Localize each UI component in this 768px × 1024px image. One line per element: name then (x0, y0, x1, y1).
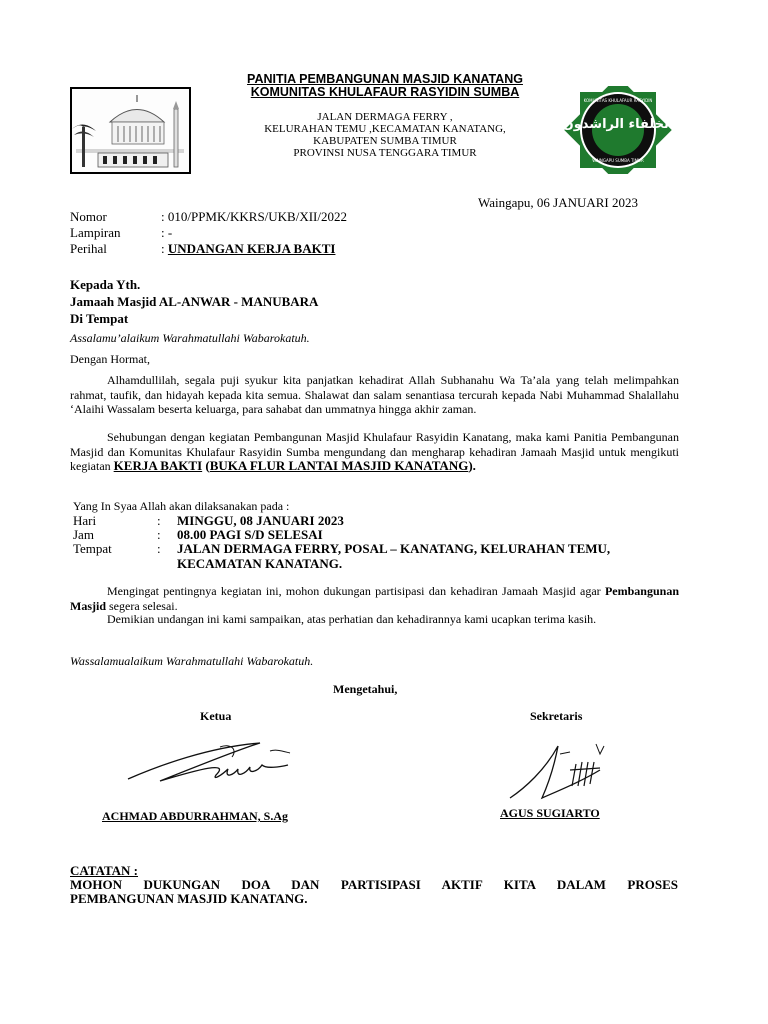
address-line3: KABUPATEN SUMBA TIMUR (313, 135, 457, 147)
close-paren: ). (468, 458, 476, 473)
tempat-value-line1: JALAN DERMAGA FERRY, POSAL – KANATANG, KELURAHAN TEMU, (177, 541, 611, 556)
organization-name-line1: PANITIA PEMBANGUNAN MASJID KANATANG (247, 72, 523, 86)
opening-greeting: Assalamu’alaikum Warahmatullahi Wabarokatuh. (70, 331, 310, 345)
perihal-colon: : (161, 241, 165, 256)
recipient-line3: Di Tempat (70, 311, 129, 326)
jam-colon: : (157, 527, 161, 542)
recipient-line2: Jamaah Masjid AL-ANWAR - MANUBARA (70, 294, 319, 309)
address-line4: PROVINSI NUSA TENGGARA TIMUR (293, 147, 477, 159)
schedule-tempat-row (73, 542, 693, 572)
mengetahui-label: Mengetahui, (333, 682, 398, 696)
closing-greeting: Wassalamualaikum Warahmatullahi Wabarokatuh. (70, 654, 314, 668)
hari-label: Hari (73, 513, 97, 528)
perihal-value: UNDANGAN KERJA BAKTI (167, 241, 336, 256)
paragraph-invitation (70, 430, 679, 474)
letter-date: Waingapu, 06 JANUARI 2023 (478, 195, 638, 210)
mosque-illustration-icon (72, 89, 189, 172)
khulafaur-rasyidin-logo (549, 86, 687, 174)
kerja-bakti-text: KERJA BAKTI (113, 458, 203, 473)
ketua-title: Ketua (200, 709, 232, 723)
schedule-jam-row (73, 528, 693, 542)
salutation: Dengan Hormat, (70, 352, 150, 366)
sekretaris-name: AGUS SUGIARTO (500, 806, 600, 820)
jam-label: Jam (73, 527, 94, 542)
logo-top-text: KOMUNITAS KHULAFAUR RASYIDIN (583, 98, 653, 103)
octagram-emblem-icon (549, 86, 687, 174)
nomor-label: Nomor (70, 209, 107, 224)
hari-value: MINGGU, 08 JANUARI 2023 (177, 513, 344, 528)
paragraph-gratitude: Alhamdullilah, segala puji syukur kita panjatkan kehadirat Allah Subhanahu Wa Ta’ala yang telah melimpahkan rahmat, taufik, dan hidayah kepada kita semua. Shalawat dan salam senantiasa tercurah kepada Nabi Muhammad Shalallahu ‘Alaihi Wassalam beserta keluarga, para sahabat dan ummatnya hingga akhir zaman. (70, 373, 679, 416)
address-line2: KELURAHAN TEMU ,KECAMATAN KANATANG, (264, 123, 506, 135)
logo-arabic-text: الخلفاء الراشدون (562, 117, 674, 132)
mosque-logo (70, 87, 191, 174)
invitation-text: Sehubungan dengan kegiatan Pembangunan Masjid Khulafaur Rasyidin Kanatang, maka kami Panitia Pembangunan Masjid dan Komunitas Khulafaur Rasyidin Sumba mengundang dan mengharap kehadiran Jamaah Masjid untuk mengikuti kegiatan (70, 430, 679, 473)
ketua-signature-icon (120, 735, 310, 810)
perihal-label: Perihal (70, 241, 107, 256)
perihal-row (70, 241, 335, 256)
support-text-post: segera selesai. (109, 598, 178, 613)
schedule-hari-row (73, 514, 693, 528)
sekretaris-title: Sekretaris (530, 709, 583, 723)
support-text-pre: Mengingat pentingnya kegiatan ini, mohon dukungan partisipasi dan kehadiran Jamaah Masjid agar (107, 584, 601, 598)
lampiran-label: Lampiran (70, 225, 121, 240)
open-paren: ( (202, 458, 210, 473)
tempat-value-line2: KECAMATAN KANATANG. (177, 556, 343, 571)
buka-flur-text: BUKA FLUR LANTAI MASJID KANATANG (209, 458, 469, 473)
ketua-name: ACHMAD ABDURRAHMAN, S.Ag (102, 809, 288, 823)
note-line2: PEMBANGUNAN MASJID KANATANG. (70, 891, 308, 906)
tempat-colon: : (157, 541, 161, 556)
organization-name-line2: KOMUNITAS KHULAFAUR RASYIDIN SUMBA (250, 85, 520, 99)
address-line1: JALAN DERMAGA FERRY , (317, 111, 453, 123)
paragraph-support (70, 584, 679, 613)
jam-value: 08.00 PAGI S/D SELESAI (177, 527, 323, 542)
schedule-intro: Yang In Syaa Allah akan dilaksanakan pada : (73, 499, 290, 513)
lampiran-row (70, 225, 172, 240)
nomor-row (70, 209, 347, 224)
recipient-line1: Kepada Yth. (70, 277, 141, 292)
tempat-label: Tempat (73, 541, 112, 556)
note-title: CATATAN : (70, 863, 139, 878)
nomor-value: : 010/PPMK/KKRS/UKB/XII/2022 (161, 209, 347, 224)
support-text-bold: Pembangunan Masjid (70, 584, 679, 613)
paragraph-closing: Demikian undangan ini kami sampaikan, atas perhatian dan kehadirannya kami ucapkan terima kasih. (107, 612, 597, 626)
logo-bottom-text: WAINGAPU SUMBA TIMUR (592, 158, 644, 163)
lampiran-value: : - (161, 225, 173, 240)
hari-colon: : (157, 513, 161, 528)
note-line1: MOHON DUKUNGAN DOA DAN PARTISIPASI AKTIF KITA DALAM PROSES (70, 877, 678, 892)
sekretaris-signature-icon (500, 740, 610, 810)
